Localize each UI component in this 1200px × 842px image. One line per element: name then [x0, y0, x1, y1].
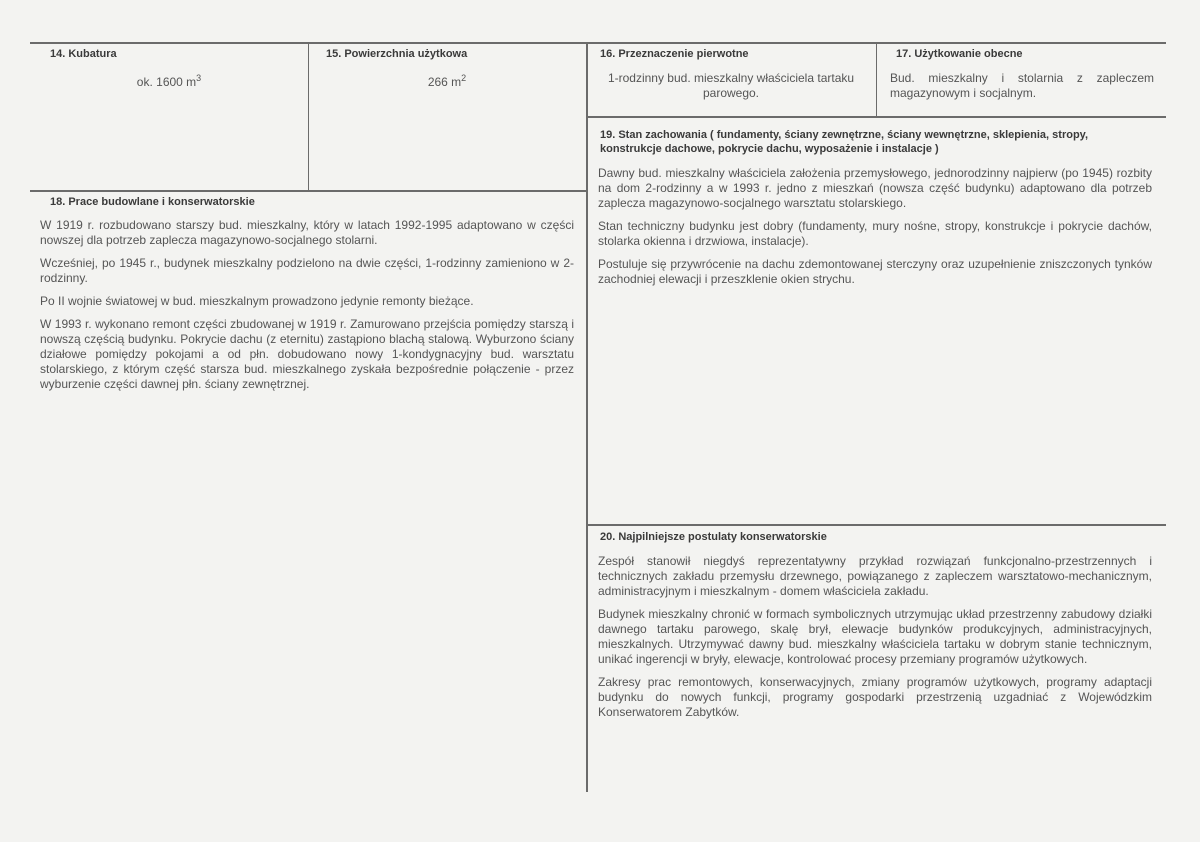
col-divider-1 — [308, 42, 309, 190]
form-card — [30, 42, 1166, 812]
prace-paragraph-3: Po II wojnie światowej w bud. mieszkalnym prowadzono jedynie remonty bieżące. — [40, 294, 474, 308]
postulaty-paragraph-3: Zakresy prac remontowych, konserwacyjnych, zmiany programów użytkowych, programy adaptacji budynku do nowych funkcji, programy gospodarki przestrzenią uzgadniać z Wojewódzkim Konserwatorem Zabytków. — [598, 675, 1152, 719]
przeznaczenie-label: 16. Przeznaczenie pierwotne — [600, 48, 749, 60]
row19-bottom — [586, 524, 1166, 526]
powierzchnia-unit-sup: 2 — [461, 73, 467, 83]
prace-label: 18. Prace budowlane i konserwatorskie — [50, 196, 255, 208]
row16-bottom — [586, 116, 1166, 118]
stan-label: 19. Stan zachowania ( fundamenty, ściany zewnętrzne, ściany wewnętrzne, sklepienia, stropy, konstrukcje dachowe, pokrycie dachu, wyposażenie i instalacje ) — [600, 129, 1089, 155]
uzytkowanie-label: 17. Użytkowanie obecne — [896, 48, 1023, 60]
kubatura-unit-sup: 3 — [196, 73, 202, 83]
col-divider-3 — [876, 42, 877, 116]
kubatura-number: ok. 1600 m — [136, 75, 197, 89]
powierzchnia-value — [308, 71, 586, 90]
przeznaczenie-value: 1-rodzinny bud. mieszkalny właściciela tartaku parowego. — [607, 71, 855, 100]
prace-paragraph-1: W 1919 r. rozbudowano starszy bud. mieszkalny, który w latach 1992-1995 adaptowano w części nowszej dla potrzeb zaplecza magazynowo-socjalnego stolarni. — [40, 218, 574, 247]
top-border — [30, 42, 1166, 44]
powierzchnia-label: 15. Powierzchnia użytkowa — [326, 48, 468, 60]
stan-paragraph-1: Dawny bud. mieszkalny właściciela założenia przemysłowego, jednorodzinny najpierw (po 1945) rozbity na dom 2-rodzinny a w 1993 r. jedno z mieszkań (nowsza część budynku) adaptowano dla potrzeb zaplecza magazynowo-socjalnego warsztatu stolarskiego. — [598, 166, 1152, 210]
stan-text — [598, 166, 1152, 295]
col-divider-2 — [586, 42, 588, 792]
prace-paragraph-4: W 1993 r. wykonano remont części zbudowanej w 1919 r. Zamurowano przejścia pomiędzy starszą i nowszą częścią budynku. Pokrycie dachu (z eternitu) zastąpiono blachą stalową. Wyburzono ściany działowe pomiędzy pokojami a od płn. dobudowano nowy 1-kondygnacyjny bud. warsztatu stolarskiego, z którym część starsza bud. mieszkalnego zyskała bezpośrednie połączenie - przez wyburzenie części dawnej płn. ściany zewnętrznej. — [40, 317, 574, 391]
postulaty-paragraph-1: Zespół stanowił niegdyś reprezentatywny przykład rozwiązań funkcjonalno-przestrzennych i technicznych zakładu przemysłu drzewnego, powiązanego z zapleczem warsztatowo-mechanicznym, administracyjnym i mieszkalnym - domem właściciela zakładu. — [598, 554, 1152, 598]
powierzchnia-number: 266 m — [427, 75, 462, 89]
kubatura-value — [30, 71, 308, 90]
postulaty-paragraph-2: Budynek mieszkalny chronić w formach symbolicznych utrzymując układ przestrzenny zabudowy działki dawnego tartaku parowego, skalę brył, elewacje budynków produkcyjnych, administracyjnych, mieszkalnych. Utrzymywać dawny bud. mieszkalny właściciela tartaku w dobrym stanie technicznym, unikać ingerencji w bryły, elewacje, kontrolować procesy przemiany programów użytkowych. — [598, 607, 1152, 666]
stan-paragraph-2: Stan techniczny budynku jest dobry (fundamenty, mury nośne, stropy, konstrukcje i pokrycie dachów, stolarka okienna i drzwiowa, instalacje). — [598, 219, 1152, 248]
kubatura-label: 14. Kubatura — [50, 48, 117, 60]
postulaty-label: 20. Najpilniejsze postulaty konserwatorskie — [600, 531, 827, 543]
postulaty-text — [598, 554, 1152, 728]
prace-paragraph-2: Wcześniej, po 1945 r., budynek mieszkalny podzielono na dwie części, 1-rodzinny zamieniono w 2-rodzinny. — [40, 256, 574, 285]
prace-text — [40, 218, 574, 400]
stan-paragraph-3: Postuluje się przywrócenie na dachu zdemontowanej sterczyny oraz uzupełnienie zniszczonych tynków zachodniej elewacji i przeszklenie okien strychu. — [598, 257, 1152, 286]
left-divider-bottom — [30, 190, 586, 192]
uzytkowanie-value: Bud. mieszkalny i stolarnia z zapleczem magazynowym i socjalnym. — [890, 71, 1154, 100]
